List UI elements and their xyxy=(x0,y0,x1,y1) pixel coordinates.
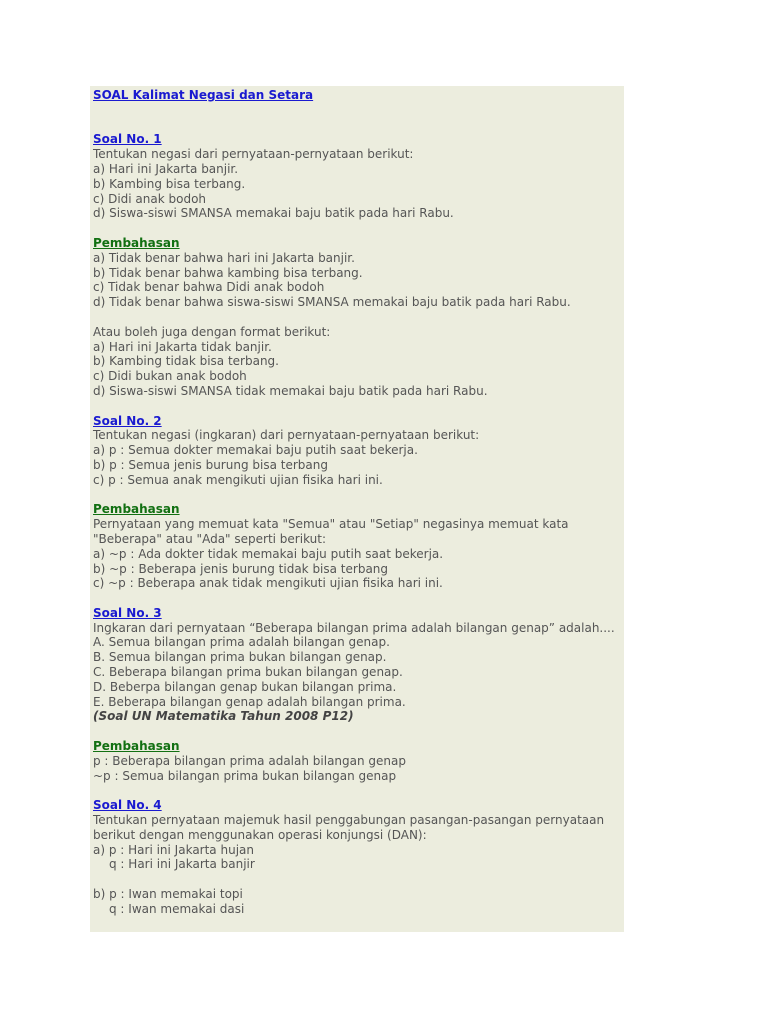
soal-4-line: Tentukan pernyataan majemuk hasil penggabungan pasangan-pasangan pernyataan xyxy=(93,813,605,828)
soal-3-option: E. Beberapa bilangan genap adalah bilangan prima. xyxy=(93,694,406,709)
pembahasan-2-line: c) ~p : Beberapa anak tidak mengikuti ujian fisika hari ini. xyxy=(93,576,443,591)
soal-4-line: berikut dengan menggunakan operasi konjungsi (DAN): xyxy=(93,827,427,842)
soal-1-line: a) Hari ini Jakarta banjir. xyxy=(93,161,239,176)
soal-3-option: D. Beberpa bilangan genap bukan bilangan prima. xyxy=(93,679,397,694)
pembahasan-1-alt-line: Atau boleh juga dengan format berikut: xyxy=(93,324,331,339)
soal-3-line: Ingkaran dari pernyataan “Beberapa bilangan prima adalah bilangan genap” adalah.... xyxy=(93,620,615,635)
soal-4-line: b) p : Iwan memakai topi xyxy=(93,887,243,902)
soal-1-heading[interactable]: Soal No. 1 xyxy=(93,132,162,147)
soal-1-line: d) Siswa-siswi SMANSA memakai baju batik pada hari Rabu. xyxy=(93,206,454,221)
soal-4-line: a) p : Hari ini Jakarta hujan xyxy=(93,842,254,857)
soal-1-line: b) Kambing bisa terbang. xyxy=(93,176,246,191)
pembahasan-2-line: "Beberapa" atau "Ada" seperti berikut: xyxy=(93,531,327,546)
soal-2-heading[interactable]: Soal No. 2 xyxy=(93,413,162,428)
soal-4-line: q : Iwan memakai dasi xyxy=(109,901,245,916)
soal-3-option: B. Semua bilangan prima bukan bilangan genap. xyxy=(93,650,387,665)
pembahasan-1-alt-line: d) Siswa-siswi SMANSA tidak memakai baju batik pada hari Rabu. xyxy=(93,383,488,398)
soal-3-heading[interactable]: Soal No. 3 xyxy=(93,605,162,620)
soal-1-line: c) Didi anak bodoh xyxy=(93,191,207,206)
pembahasan-3-line: ~p : Semua bilangan prima bukan bilangan genap xyxy=(93,768,397,783)
soal-2-line: b) p : Semua jenis burung bisa terbang xyxy=(93,457,328,472)
document-body xyxy=(93,86,623,917)
pembahasan-1-line: a) Tidak benar bahwa hari ini Jakarta banjir. xyxy=(93,250,355,265)
soal-4-heading[interactable]: Soal No. 4 xyxy=(93,798,162,813)
pembahasan-1-alt-line: a) Hari ini Jakarta tidak banjir. xyxy=(93,339,272,354)
pembahasan-1-alt-line: c) Didi bukan anak bodoh xyxy=(93,369,247,384)
pembahasan-3-heading[interactable]: Pembahasan xyxy=(93,739,180,754)
document-title-link[interactable]: SOAL Kalimat Negasi dan Setara xyxy=(93,88,314,102)
pembahasan-1-alt-line: b) Kambing tidak bisa terbang. xyxy=(93,354,279,369)
pembahasan-3-line: p : Beberapa bilangan prima adalah bilangan genap xyxy=(93,753,406,768)
pembahasan-1-line: c) Tidak benar bahwa Didi anak bodoh xyxy=(93,280,325,295)
pembahasan-2-line: Pernyataan yang memuat kata "Semua" atau "Setiap" negasinya memuat kata xyxy=(93,517,569,532)
soal-3-option: A. Semua bilangan prima adalah bilangan genap. xyxy=(93,635,390,650)
pembahasan-1-line: d) Tidak benar bahwa siswa-siswi SMANSA memakai baju batik pada hari Rabu. xyxy=(93,295,571,310)
pembahasan-2-line: b) ~p : Beberapa jenis burung tidak bisa terbang xyxy=(93,561,389,576)
soal-2-line: Tentukan negasi (ingkaran) dari pernyataan-pernyataan berikut: xyxy=(93,428,480,443)
pembahasan-1-heading[interactable]: Pembahasan xyxy=(93,235,180,250)
soal-3-source: (Soal UN Matematika Tahun 2008 P12) xyxy=(93,709,354,724)
soal-3-option: C. Beberapa bilangan prima bukan bilangan genap. xyxy=(93,665,403,680)
soal-4-line: q : Hari ini Jakarta banjir xyxy=(109,857,255,872)
soal-2-line: c) p : Semua anak mengikuti ujian fisika hari ini. xyxy=(93,472,383,487)
soal-2-line: a) p : Semua dokter memakai baju putih saat bekerja. xyxy=(93,443,418,458)
soal-1-line: Tentukan negasi dari pernyataan-pernyataan berikut: xyxy=(93,147,414,162)
pembahasan-2-heading[interactable]: Pembahasan xyxy=(93,502,180,517)
pembahasan-1-line: b) Tidak benar bahwa kambing bisa terbang. xyxy=(93,265,363,280)
pembahasan-2-line: a) ~p : Ada dokter tidak memakai baju putih saat bekerja. xyxy=(93,546,444,561)
